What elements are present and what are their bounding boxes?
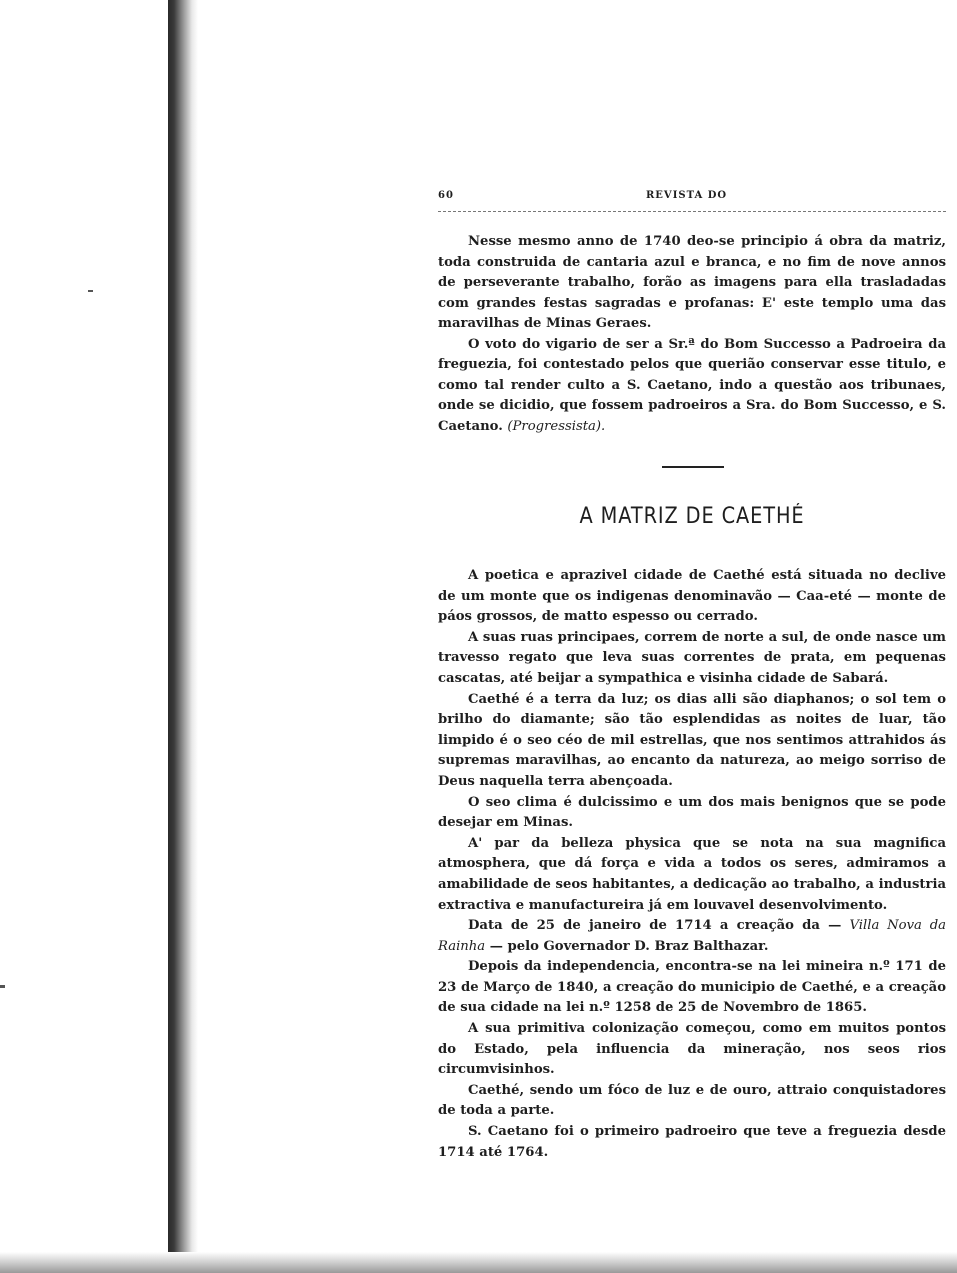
running-head bbox=[438, 186, 946, 208]
chapter-title: A MATRIZ DE CAETHÉ bbox=[579, 504, 805, 529]
running-head-title: REVISTA DO bbox=[646, 190, 728, 201]
paragraph: Caethé, sendo um fóco de luz e de ouro, attraio conquistadores de toda a parte. bbox=[438, 1082, 946, 1119]
paragraph: A' par da belleza physica que se nota na sua magnifica atmosphera, que dá força e vida a todos os seres, admiramos a amabilidade de seos habitantes, a dedicação ao trabalho, a industria extractiva e manufactureira já em louvavel desenvolvimento. bbox=[438, 835, 946, 913]
section-separator bbox=[662, 466, 724, 468]
scan-speck bbox=[0, 985, 5, 988]
scan-bottom-edge bbox=[0, 1252, 957, 1273]
paragraph: Depois da independencia, encontra-se na lei mineira n.º 171 de 23 de Março de 1840, a creação do municipio de Caethé, e a creação de sua cidade na lei n.º 1258 de 25 de Novembro de 1865. bbox=[438, 959, 946, 1016]
page-number: 60 bbox=[438, 190, 454, 201]
section-1-body bbox=[438, 232, 946, 437]
paragraph: A sua primitiva colonização começou, como em muitos pontos do Estado, pela influencia da mineração, nos seos rios circumvisinhos. bbox=[438, 1021, 946, 1078]
scan-speck bbox=[88, 290, 93, 292]
citation: (Progressista). bbox=[507, 418, 606, 434]
paragraph: A suas ruas principaes, correm de norte a sul, de onde nasce um travesso regato que leva suas correntes de prata, em pequenas cascatas, até beijar a sympathica e visinha cidade de Sabará. bbox=[438, 629, 946, 686]
header-rule bbox=[438, 211, 946, 212]
paragraph: Data de 25 de janeiro de 1714 a creação da — Villa Nova da Rainha — pelo Governador D. Braz Balthazar. bbox=[438, 918, 946, 954]
paragraph: Nesse mesmo anno de 1740 deo-se principio á obra da matriz, toda construida de cantaria azul e branca, e no fim de nove annos de perseverante trabalho, forão as imagens para ella trasladadas com grandes festas sagradas e profanas: E' este templo uma das maravilhas de Minas Geraes. bbox=[438, 234, 946, 331]
book-spine-shadow bbox=[168, 0, 198, 1273]
paragraph: S. Caetano foi o primeiro padroeiro que teve a freguezia desde 1714 até 1764. bbox=[438, 1124, 946, 1160]
paragraph: Caethé é a terra da luz; os dias alli são diaphanos; o sol tem o brilho do diamante; são tão esplendidas as noites de luar, tão limpido é o seo céo de mil estrellas, que nos sentimos attrahidos ás supremas maravilhas, ao encanto da natureza, ao meigo sorriso de Deus naquella terra abençoada. bbox=[438, 691, 946, 789]
paragraph: O voto do vigario de ser a Sr.ª do Bom Successo a Padroeira da freguezia, foi contestado pelos que querião conservar esse titulo, e como tal render culto a S. Caetano, indo a questão aos tribunaes, onde se dicidio, que fossem padroeiros a Sra. do Bom Successo, e S. Caetano. (Progressista). bbox=[438, 336, 946, 434]
paragraph: O seo clima é dulcissimo e um dos mais benignos que se pode desejar em Minas. bbox=[438, 794, 946, 831]
section-2-body bbox=[438, 566, 946, 1163]
paragraph: A poetica e aprazivel cidade de Caethé está situada no declive de um monte que os indigenas denominavão — Caa-eté — monte de páos grossos, de matto espesso ou cerrado. bbox=[438, 568, 946, 625]
